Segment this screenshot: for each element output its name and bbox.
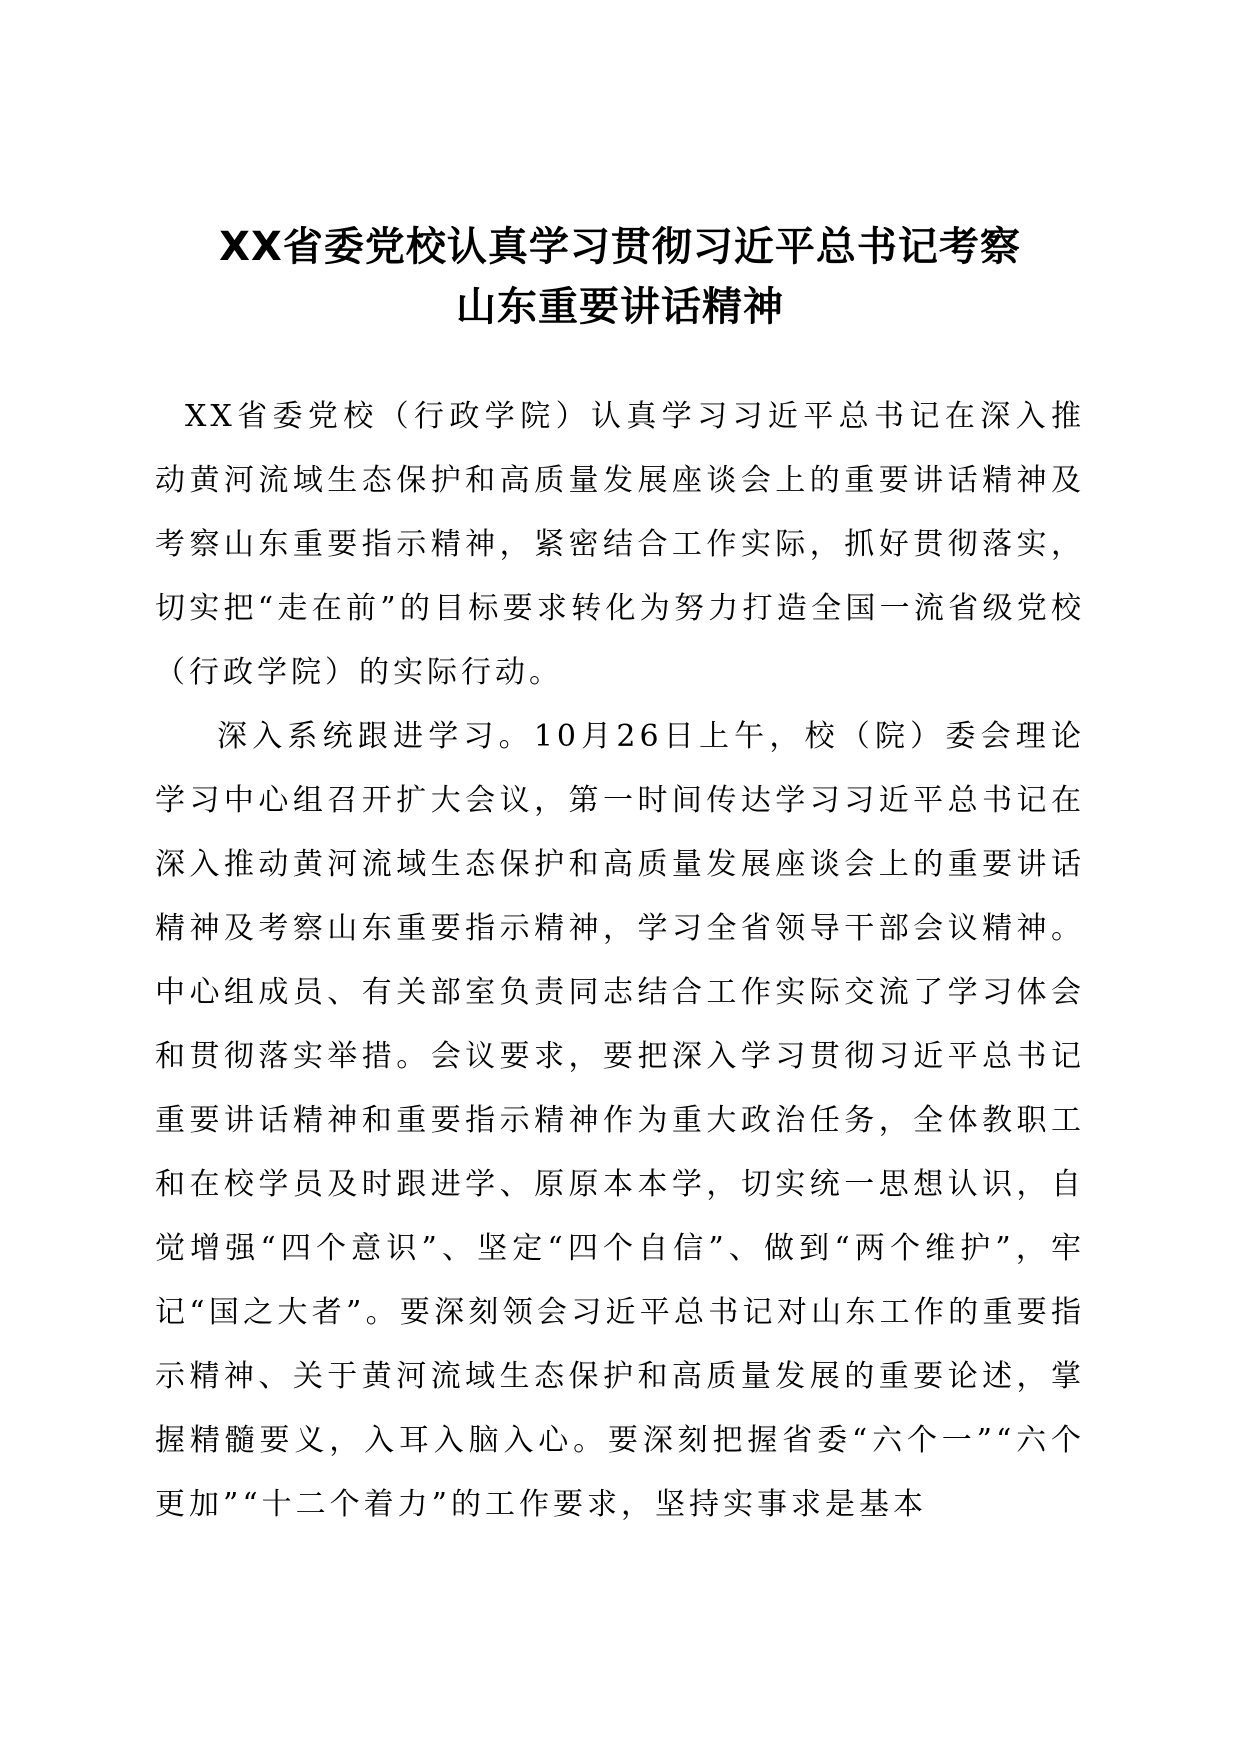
document-title <box>150 217 1090 337</box>
paragraph-study: 深入系统跟进学习。10月26日上午，校（院）委会理论学习中心组召开扩大会议，第一时间传达学习习近平总书记在深入推动黄河流域生态保护和高质量发展座谈会上的重要讲话精神及考察山东重要指示精神，学习全省领导干部会议精神。中心组成员、有关部室负责同志结合工作实际交流了学习体会和贯彻落实举措。会议要求，要把深入学习贯彻习近平总书记重要讲话精神和重要指示精神作为重大政治任务，全体教职工和在校学员及时跟进学、原原本本学，切实统一思想认识，自觉增强“四个意识”、坚定“四个自信”、做到“两个维护”，牢记“国之大者”。要深刻领会习近平总书记对山东工作的重要指示精神、关于黄河流域生态保护和高质量发展的重要论述，掌握精髓要义，入耳入脑入心。要深刻把握省委“六个一”“六个更加”“十二个着力”的工作要求，坚持实事求是基本 <box>155 719 1085 1522</box>
paragraph-intro: XX省委党校（行政学院）认真学习习近平总书记在深入推动黄河流域生态保护和高质量发展座谈会上的重要讲话精神及考察山东重要指示精神，紧密结合工作实际，抓好贯彻落实，切实把“走在前”的目标要求转化为努力打造全国一流省级党校（行政学院）的实际行动。 <box>155 399 1085 690</box>
title-line-1: XX省委党校认真学习贯彻习近平总书记考察 <box>219 223 1021 270</box>
title-line-2: 山东重要讲话精神 <box>456 283 784 330</box>
document-body <box>155 385 1085 1537</box>
